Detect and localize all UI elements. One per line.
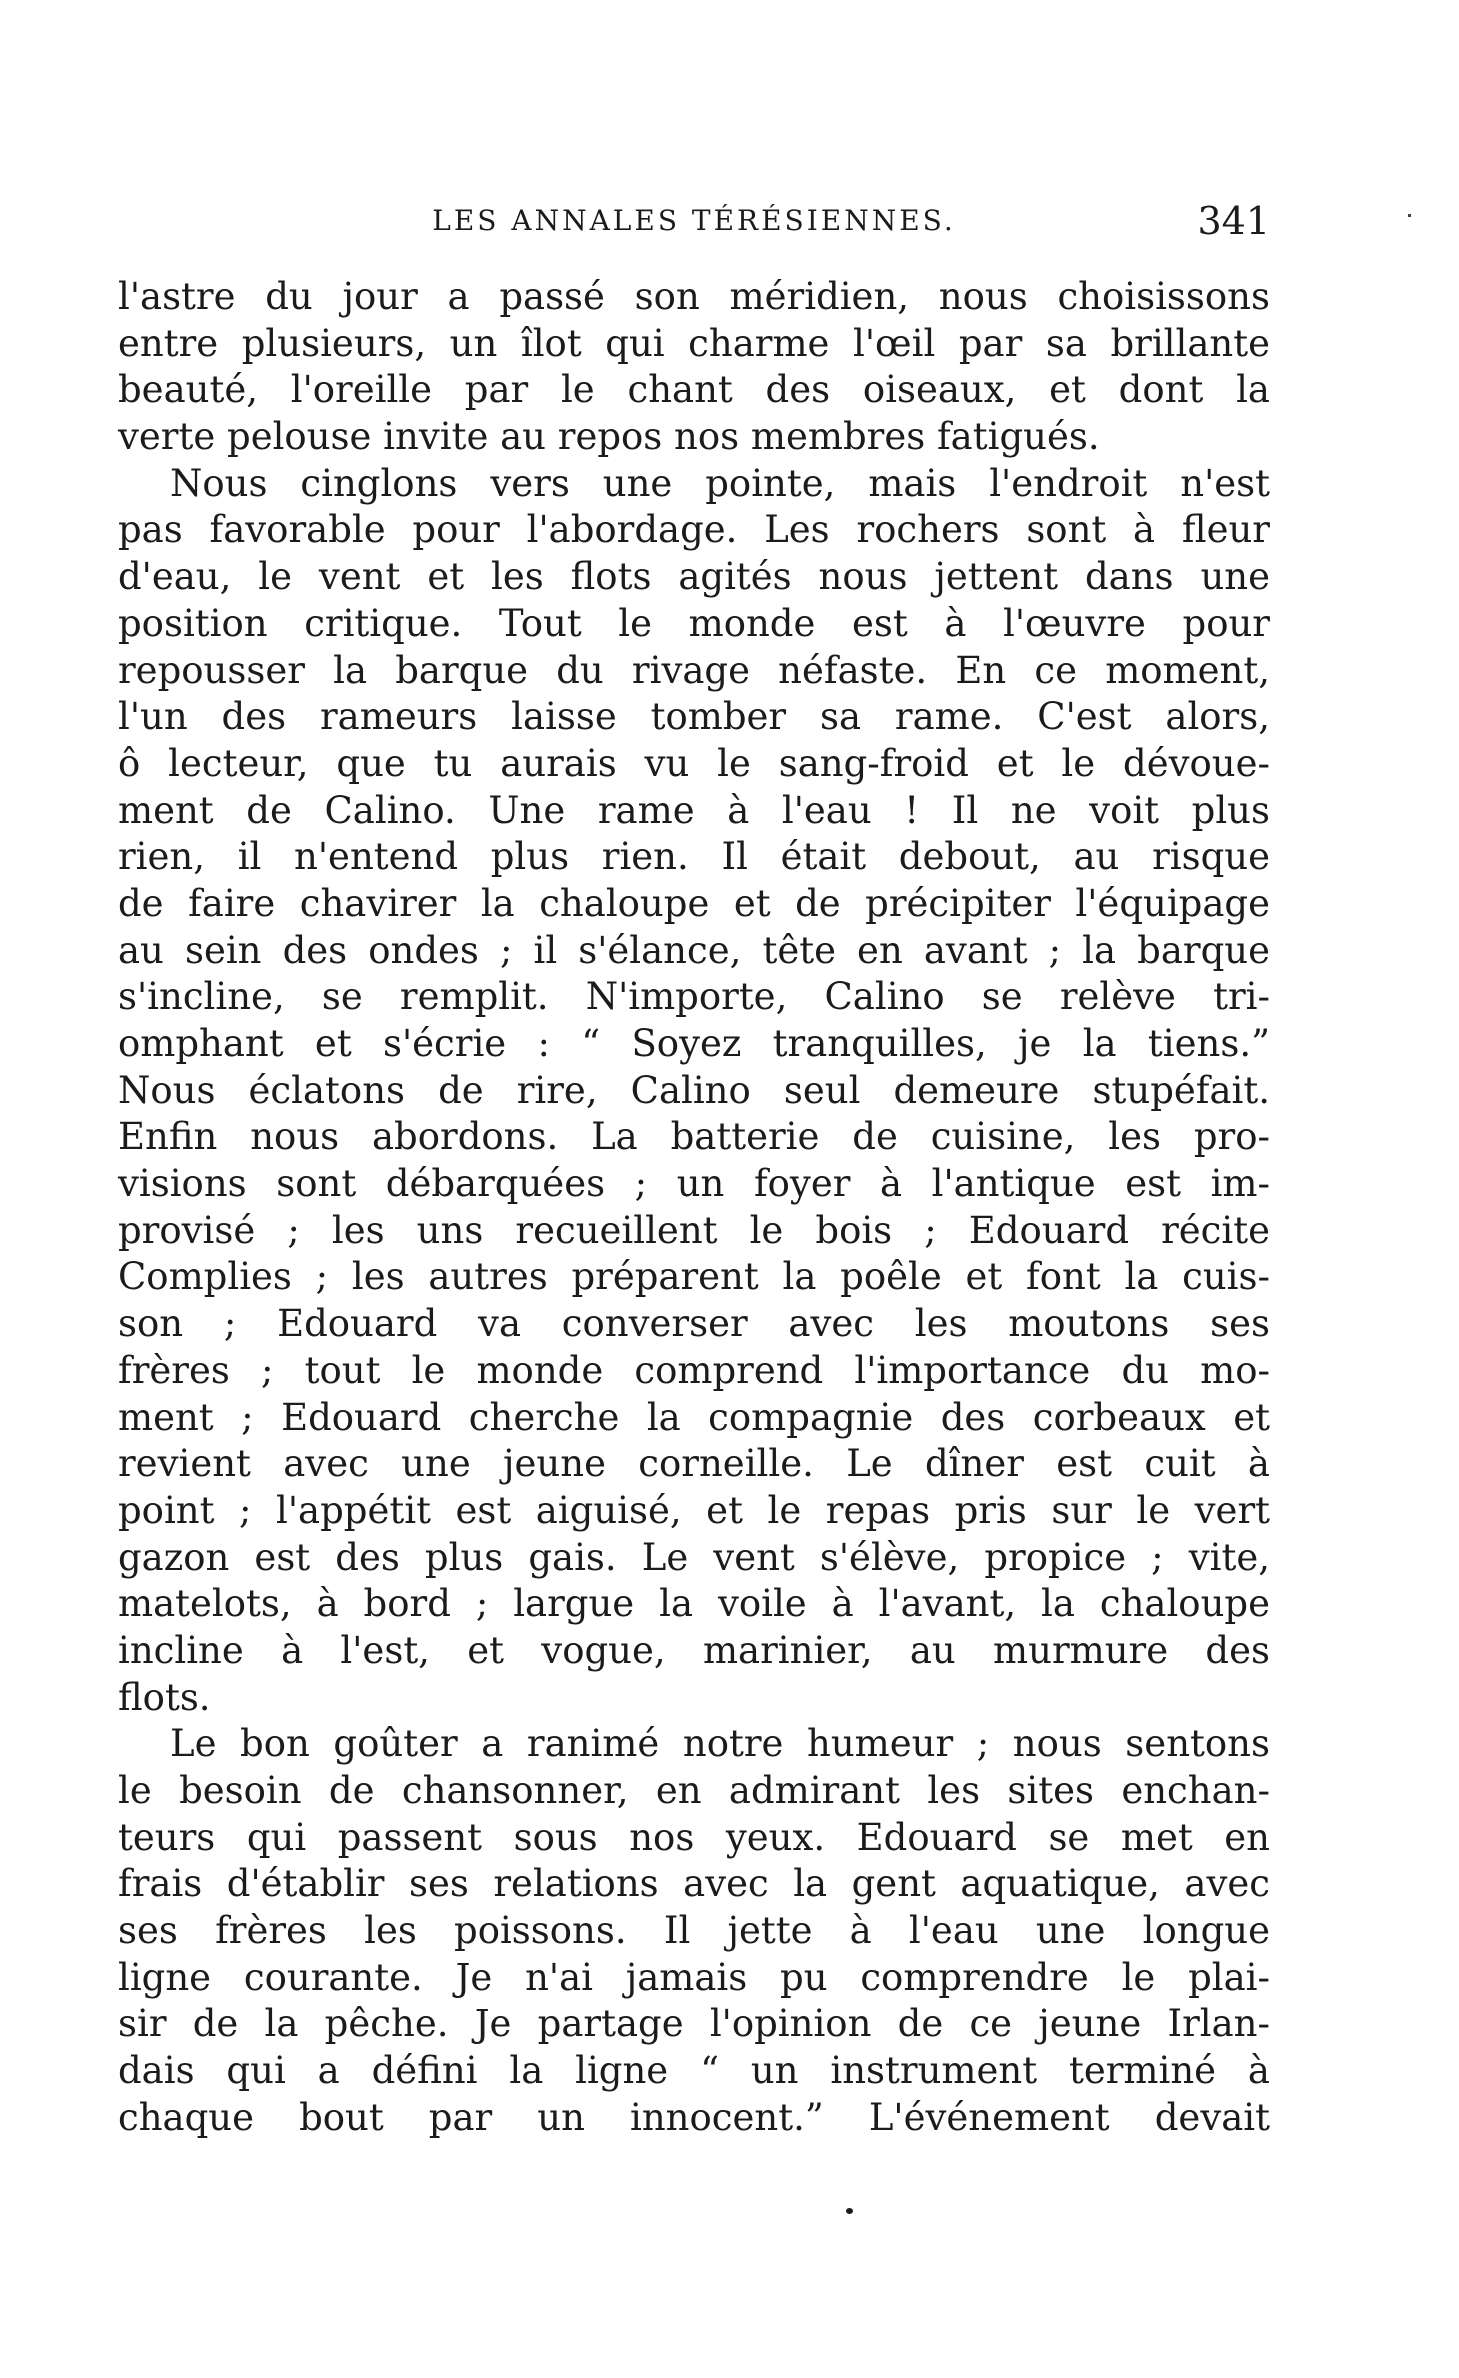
text-line: matelots, à bord ; largue la voile à l'avant, la chaloupe (118, 1582, 1270, 1626)
text-line: revient avec une jeune corneille. Le dîner est cuit à (118, 1442, 1270, 1486)
text-line: verte pelouse invite au repos nos membres fatigués. (118, 415, 1100, 459)
text-line: gazon est des plus gais. Le vent s'élève, propice ; vite, (118, 1535, 1270, 1579)
running-title: LES ANNALES TÉRÉSIENNES. (432, 204, 956, 237)
text-line: frères ; tout le monde comprend l'importance du mo- (118, 1348, 1270, 1392)
text-line: son ; Edouard va converser avec les moutons ses (118, 1302, 1270, 1346)
text-line: ment de Calino. Une rame à l'eau ! Il ne voit plus (118, 788, 1270, 832)
text-line: Complies ; les autres préparent la poêle et font la cuis- (118, 1255, 1270, 1299)
text-line: Enfin nous abordons. La batterie de cuisine, les pro- (118, 1115, 1270, 1159)
text-line: position critique. Tout le monde est à l'œuvre pour (118, 601, 1270, 645)
text-line: de faire chavirer la chaloupe et de précipiter l'équipage (118, 881, 1270, 925)
text-line: entre plusieurs, un îlot qui charme l'œil par sa brillante (118, 321, 1270, 365)
text-line: sir de la pêche. Je partage l'opinion de ce jeune Irlan- (118, 2002, 1270, 2046)
page-number: 341 (1197, 199, 1270, 243)
text-line: repousser la barque du rivage néfaste. En ce moment, (118, 648, 1270, 692)
text-line: ses frères les poissons. Il jette à l'eau une longue (118, 1909, 1270, 1953)
text-line: pas favorable pour l'abordage. Les rochers sont à fleur (118, 508, 1270, 552)
text-line: omphant et s'écrie : “ Soyez tranquilles, je la tiens.” (118, 1022, 1270, 1065)
text-line: l'astre du jour a passé son méridien, nous choisissons (118, 275, 1270, 318)
text-line: s'incline, se remplit. N'importe, Calino se relève tri- (118, 975, 1270, 1019)
text-line: d'eau, le vent et les flots agités nous jettent dans une (118, 555, 1270, 599)
body-text (118, 274, 1270, 2142)
text-line: Nous cinglons vers une pointe, mais l'endroit n'est (170, 461, 1270, 505)
text-line: ô lecteur, que tu aurais vu le sang-froid et le dévoue- (118, 741, 1270, 785)
text-line: ment ; Edouard cherche la compagnie des corbeaux et (118, 1395, 1270, 1439)
text-line: le besoin de chansonner, en admirant les sites enchan- (118, 1769, 1270, 1812)
text-line: flots. (118, 1675, 211, 1719)
text-line: teurs qui passent sous nos yeux. Edouard se met en (118, 1815, 1270, 1859)
text-line: au sein des ondes ; il s'élance, tête en avant ; la barque (118, 928, 1270, 972)
text-line: Nous éclatons de rire, Calino seul demeure stupéfait. (118, 1068, 1270, 1112)
text-line: rien, il n'entend plus rien. Il était debout, au risque (118, 835, 1270, 879)
text-line: beauté, l'oreille par le chant des oiseaux, et dont la (118, 368, 1270, 412)
text-line: l'un des rameurs laisse tomber sa rame. C'est alors, (118, 695, 1270, 739)
ink-speck (846, 2208, 853, 2214)
text-line: provisé ; les uns recueillent le bois ; Edouard récite (118, 1208, 1270, 1252)
text-line: Le bon goûter a ranimé notre humeur ; nous sentons (170, 1722, 1270, 1766)
text-line: visions sont débarquées ; un foyer à l'antique est im- (118, 1162, 1270, 1206)
text-line: ligne courante. Je n'ai jamais pu comprendre le plai- (118, 1955, 1270, 1999)
text-line: incline à l'est, et vogue, marinier, au murmure des (118, 1628, 1270, 1672)
text-line: point ; l'appétit est aiguisé, et le repas pris sur le vert (118, 1488, 1270, 1532)
edge-mark (1408, 214, 1411, 217)
text-line: frais d'établir ses relations avec la gent aquatique, avec (118, 1862, 1270, 1906)
text-line: dais qui a défini la ligne “ un instrument terminé à (118, 2049, 1270, 2093)
text-line: chaque bout par un innocent.” L'événement devait (118, 2095, 1270, 2139)
running-head (118, 196, 1270, 246)
